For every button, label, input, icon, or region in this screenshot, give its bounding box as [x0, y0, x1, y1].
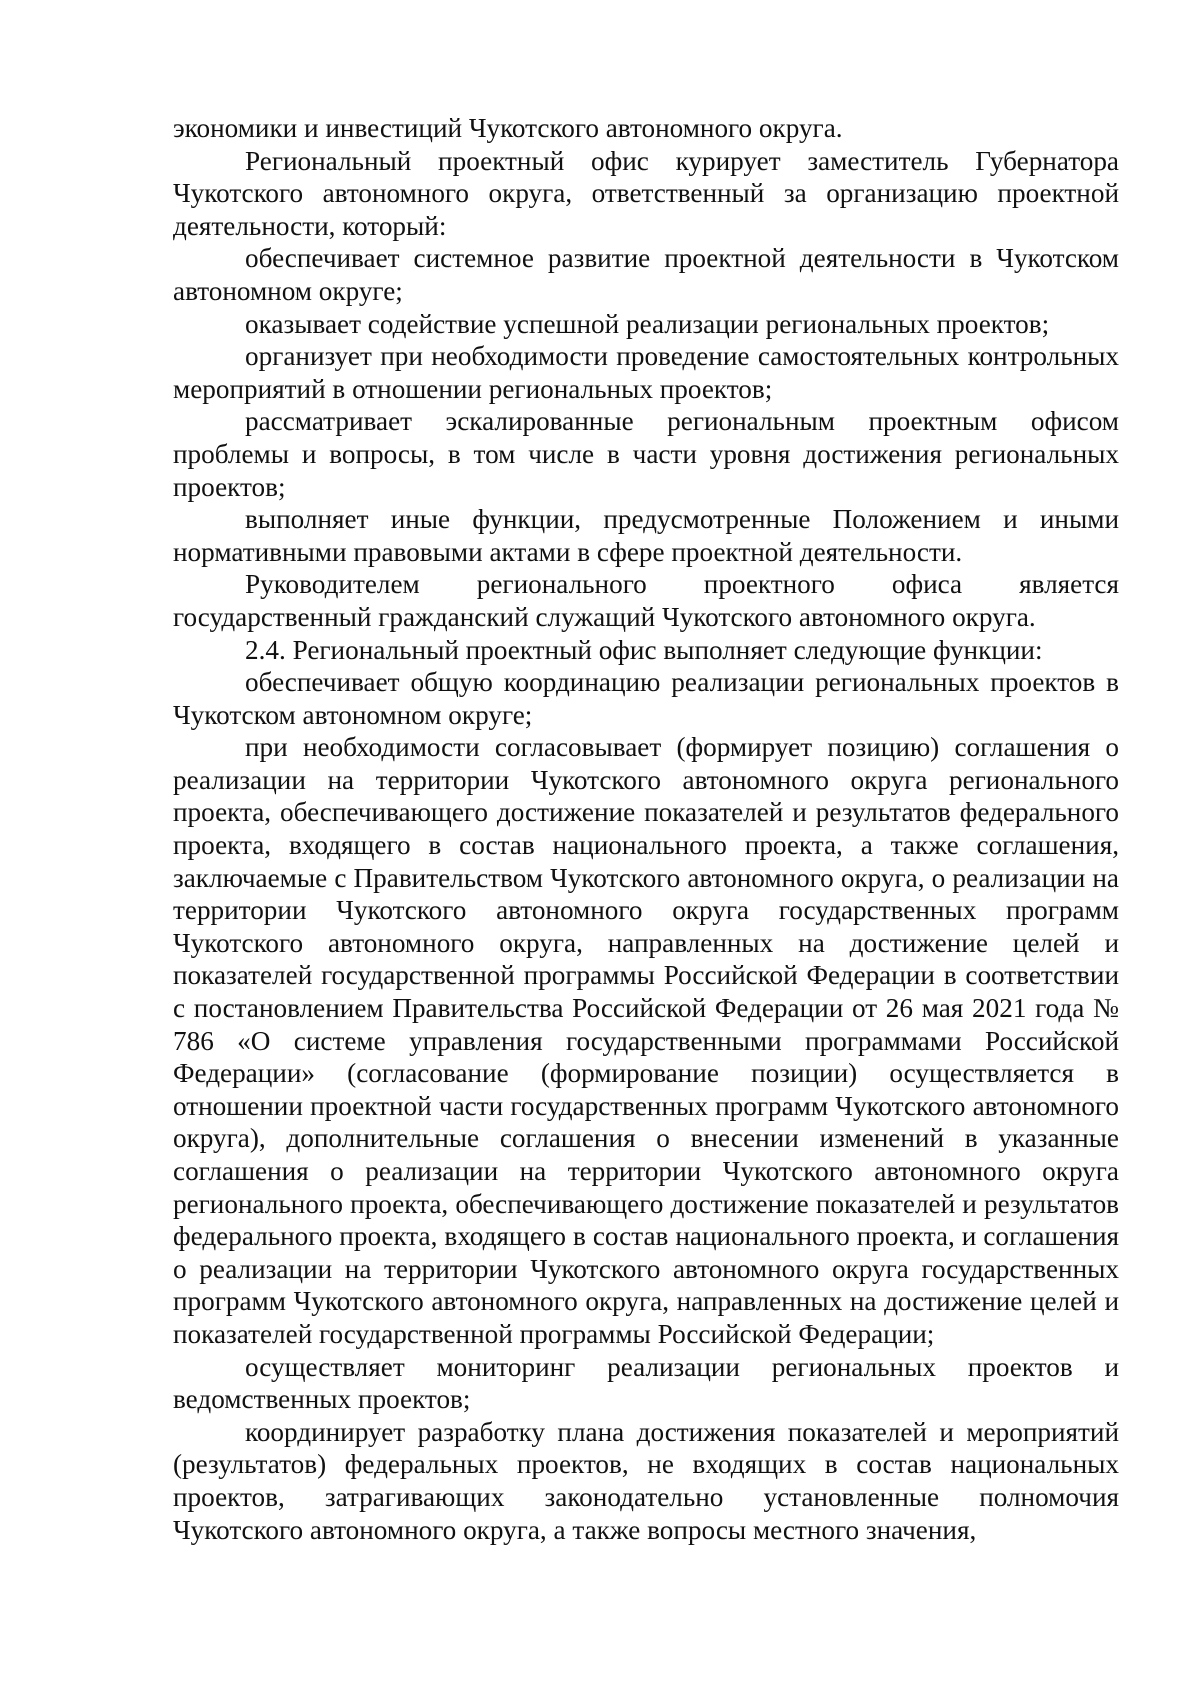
paragraph: 2.4. Региональный проектный офис выполняет следующие функции: [245, 634, 1043, 665]
paragraph: оказывает содействие успешной реализации региональных проектов; [245, 308, 1050, 339]
paragraph: рассматривает эскалированные региональным проектным офисом проблемы и вопросы, в том числе в части уровня достижения региональных проектов; [173, 406, 1119, 502]
paragraph: экономики и инвестиций Чукотского автономного округа. [173, 113, 843, 143]
paragraph: Региональный проектный офис курирует заместитель Губернатора Чукотского автономного округа, ответственный за организацию проектной деятельности, который: [173, 145, 1119, 241]
paragraph: координирует разработку плана достижения показателей и мероприятий (результатов) федеральных проектов, не входящих в состав национальных проектов, затрагивающих законодательно установленные полномочия Чукотского автономного округа, а также вопросы местного значения, [173, 1416, 1119, 1545]
paragraph: Руководителем регионального проектного офиса является государственный гражданский служащий Чукотского автономного округа. [173, 569, 1119, 632]
paragraph: организует при необходимости проведение самостоятельных контрольных мероприятий в отношении региональных проектов; [173, 341, 1119, 404]
paragraph: обеспечивает общую координацию реализации региональных проектов в Чукотском автономном округе; [173, 667, 1119, 730]
paragraph: выполняет иные функции, предусмотренные Положением и иными нормативными правовыми актами в сфере проектной деятельности. [173, 504, 1119, 567]
paragraph: при необходимости согласовывает (формирует позицию) соглашения о реализации на территории Чукотского автономного округа регионального проекта, обеспечивающего достижение показателей и результатов федерального проекта, входящего в состав национального проекта, а также соглашения, заключаемые с Правительством Чукотского автономного округа, о реализации на территории Чукотского автономного округа государственных программ Чукотского автономного округа, направленных на достижение целей и показателей государственной программы Российской Федерации в соответствии с постановлением Правительства Российской Федерации от 26 мая 2021 года № 786 «О системе управления государственными программами Российской Федерации» (согласование (формирование позиции) осуществляется в отношении проектной части государственных программ Чукотского автономного округа), дополнительные соглашения о внесении изменений в указанные соглашения о реализации на территории Чукотского автономного округа регионального проекта, обеспечивающего достижение показателей и результатов федерального проекта, входящего в состав национального проекта, и соглашения о реализации на территории Чукотского автономного округа государственных программ Чукотского автономного округа, направленных на достижение целей и показателей государственной программы Российской Федерации; [173, 732, 1119, 1349]
document-body [173, 112, 1119, 1546]
paragraph: обеспечивает системное развитие проектной деятельности в Чукотском автономном округе; [173, 243, 1119, 306]
paragraph: осуществляет мониторинг реализации региональных проектов и ведомственных проектов; [173, 1351, 1119, 1415]
